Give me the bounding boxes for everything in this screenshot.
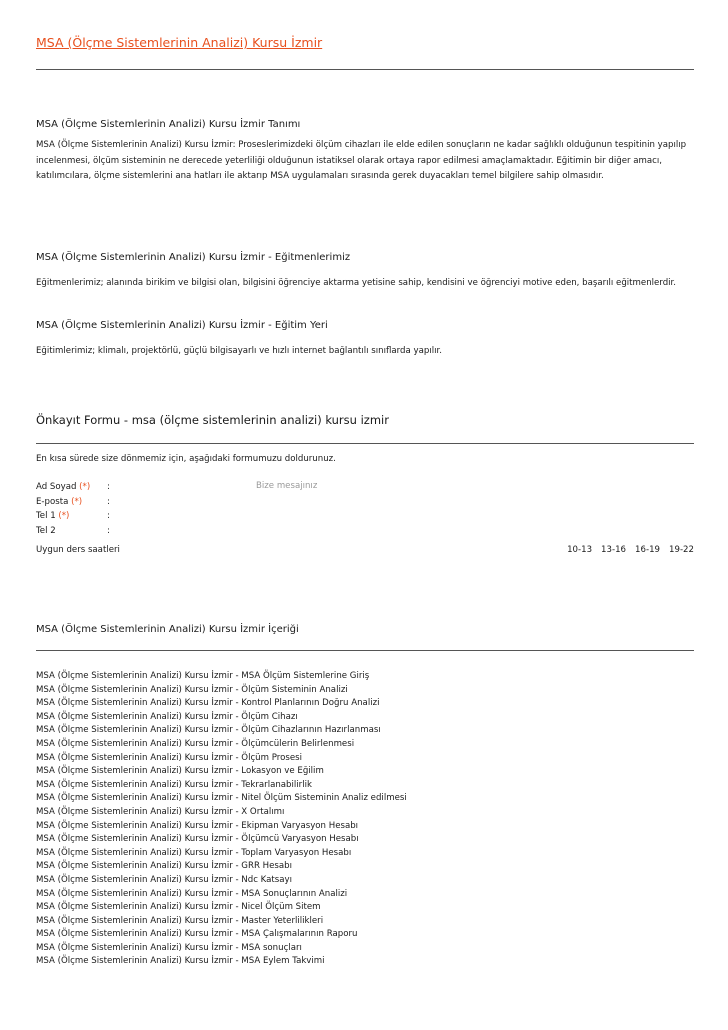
required-mark: (*) [71, 497, 83, 507]
required-mark: (*) [58, 511, 70, 521]
phone2-label: Tel 2 [36, 526, 56, 536]
name-label: Ad Soyad (*) [36, 482, 91, 492]
list-item: MSA (Ölçme Sistemlerinin Analizi) Kursu İzmir - Ölçüm Prosesi [36, 752, 302, 763]
page-title-link[interactable]: MSA (Ölçme Sistemlerinin Analizi) Kursu İzmir [36, 35, 323, 50]
definition-paragraph: MSA (Ölçme Sistemlerinin Analizi) Kursu İzmir: Proseslerimizdeki ölçüm cihazları ile elde edilen sonuçların ne kadar sağlıklı olduğunun tespitinin yapılıp incelenmesi, ölçüm sisteminin ne derecede yeterliliği olduğunun istatiksel olarak ortaya rapor edilmesi amaçlamaktadır. Eğitimin bir diğer amacı, katılımcılara, ölçme sistemlerini ana hatları ile aktarıp MSA uygulamaları sırasında gerek duyacakları temel bilgilere sahip olmasıdır. [36, 140, 687, 182]
list-item: MSA (Ölçme Sistemlerinin Analizi) Kursu İzmir - Ndc Katsayı [36, 874, 292, 885]
contents-list [36, 670, 407, 969]
list-item: MSA (Ölçme Sistemlerinin Analizi) Kursu İzmir - Nitel Ölçüm Sisteminin Analiz edilmesi [36, 793, 407, 804]
trainers-heading: MSA (Ölçme Sistemlerinin Analizi) Kursu İzmir - Eğitmenlerimiz [36, 252, 351, 263]
venue-heading: MSA (Ölçme Sistemlerinin Analizi) Kursu İzmir - Eğitim Yeri [36, 320, 328, 331]
list-item: MSA (Ölçme Sistemlerinin Analizi) Kursu İzmir - MSA Eylem Takvimi [36, 956, 325, 967]
field-colon: : [107, 482, 110, 492]
field-colon: : [107, 497, 110, 507]
form-row-phone1 [36, 509, 246, 523]
list-item: MSA (Ölçme Sistemlerinin Analizi) Kursu İzmir - Ölçüm Cihazlarının Hazırlanması [36, 725, 381, 736]
list-item: MSA (Ölçme Sistemlerinin Analizi) Kursu İzmir - Toplam Varyasyon Hesabı [36, 847, 352, 858]
phone2-input[interactable] [117, 524, 237, 536]
hours-option-10-13[interactable]: 10-13 [567, 545, 593, 555]
list-item: MSA (Ölçme Sistemlerinin Analizi) Kursu İzmir - Tekrarlanabilirlik [36, 779, 312, 790]
list-item: MSA (Ölçme Sistemlerinin Analizi) Kursu İzmir - MSA Sonuçlarının Analizi [36, 888, 348, 899]
list-item: MSA (Ölçme Sistemlerinin Analizi) Kursu İzmir - Ölçümcü Varyasyon Hesabı [36, 834, 359, 845]
header-divider [36, 69, 694, 70]
list-item: MSA (Ölçme Sistemlerinin Analizi) Kursu İzmir - X Ortalımı [36, 806, 285, 817]
definition-heading: MSA (Ölçme Sistemlerinin Analizi) Kursu İzmir Tanımı [36, 119, 301, 130]
list-item: MSA (Ölçme Sistemlerinin Analizi) Kursu İzmir - GRR Hesabı [36, 861, 292, 872]
contents-divider [36, 650, 694, 651]
hours-label: Uygun ders saatleri [36, 545, 120, 555]
venue-paragraph: Eğitimlerimiz; klimalı, projektörlü, güçlü bilgisayarlı ve hızlı internet bağlantılı sınıflarda yapılır. [36, 346, 442, 356]
message-textarea[interactable] [256, 479, 456, 539]
field-colon: : [107, 526, 110, 536]
form-intro: En kısa sürede size dönmemiz için, aşağıdaki formumuzu doldurunuz. [36, 454, 336, 464]
list-item: MSA (Ölçme Sistemlerinin Analizi) Kursu İzmir - Kontrol Planlarının Doğru Analizi [36, 698, 380, 709]
list-item: MSA (Ölçme Sistemlerinin Analizi) Kursu İzmir - MSA sonuçları [36, 942, 302, 953]
hours-option-19-22[interactable]: 19-22 [669, 545, 694, 555]
phone1-label: Tel 1 (*) [36, 511, 70, 521]
list-item: MSA (Ölçme Sistemlerinin Analizi) Kursu İzmir - Ölçümcülerin Belirlenmesi [36, 738, 355, 749]
list-item: MSA (Ölçme Sistemlerinin Analizi) Kursu İzmir - Master Yeterlilikleri [36, 915, 324, 926]
name-input[interactable] [117, 480, 237, 492]
list-item: MSA (Ölçme Sistemlerinin Analizi) Kursu İzmir - Ölçüm Sisteminin Analizi [36, 684, 348, 695]
list-item: MSA (Ölçme Sistemlerinin Analizi) Kursu İzmir - MSA Ölçüm Sistemlerine Giriş [36, 671, 370, 681]
list-item: MSA (Ölçme Sistemlerinin Analizi) Kursu İzmir - MSA Çalışmalarının Raporu [36, 929, 358, 940]
form-divider [36, 443, 694, 444]
trainers-paragraph: Eğitmenlerimiz; alanında birikim ve bilgisi olan, bilgisini öğrenciye aktarma yetisine sahip, kendisini ve öğrenciyi motive eden, başarılı eğitmenlerdir. [36, 278, 677, 288]
required-mark: (*) [79, 482, 91, 492]
email-input[interactable] [117, 495, 237, 507]
hours-option-13-16[interactable]: 13-16 [601, 545, 627, 555]
list-item: MSA (Ölçme Sistemlerinin Analizi) Kursu İzmir - Lokasyon ve Eğilim [36, 766, 324, 777]
hours-options [567, 545, 694, 555]
form-row-name [36, 480, 246, 494]
field-colon: : [107, 511, 110, 521]
form-heading: Önkayıt Formu - msa (ölçme sistemlerinin analizi) kursu izmir [36, 413, 389, 427]
contents-heading: MSA (Ölçme Sistemlerinin Analizi) Kursu İzmir İçeriği [36, 624, 299, 635]
form-row-email [36, 495, 246, 509]
form-row-phone2 [36, 524, 246, 538]
email-label: E-posta (*) [36, 497, 83, 507]
list-item: MSA (Ölçme Sistemlerinin Analizi) Kursu İzmir - Ölçüm Cihazı [36, 711, 298, 722]
list-item: MSA (Ölçme Sistemlerinin Analizi) Kursu İzmir - Nicel Ölçüm Sitem [36, 902, 321, 913]
list-item: MSA (Ölçme Sistemlerinin Analizi) Kursu İzmir - Ekipman Varyasyon Hesabı [36, 820, 359, 831]
phone1-input[interactable] [117, 509, 237, 521]
hours-option-16-19[interactable]: 16-19 [635, 545, 661, 555]
